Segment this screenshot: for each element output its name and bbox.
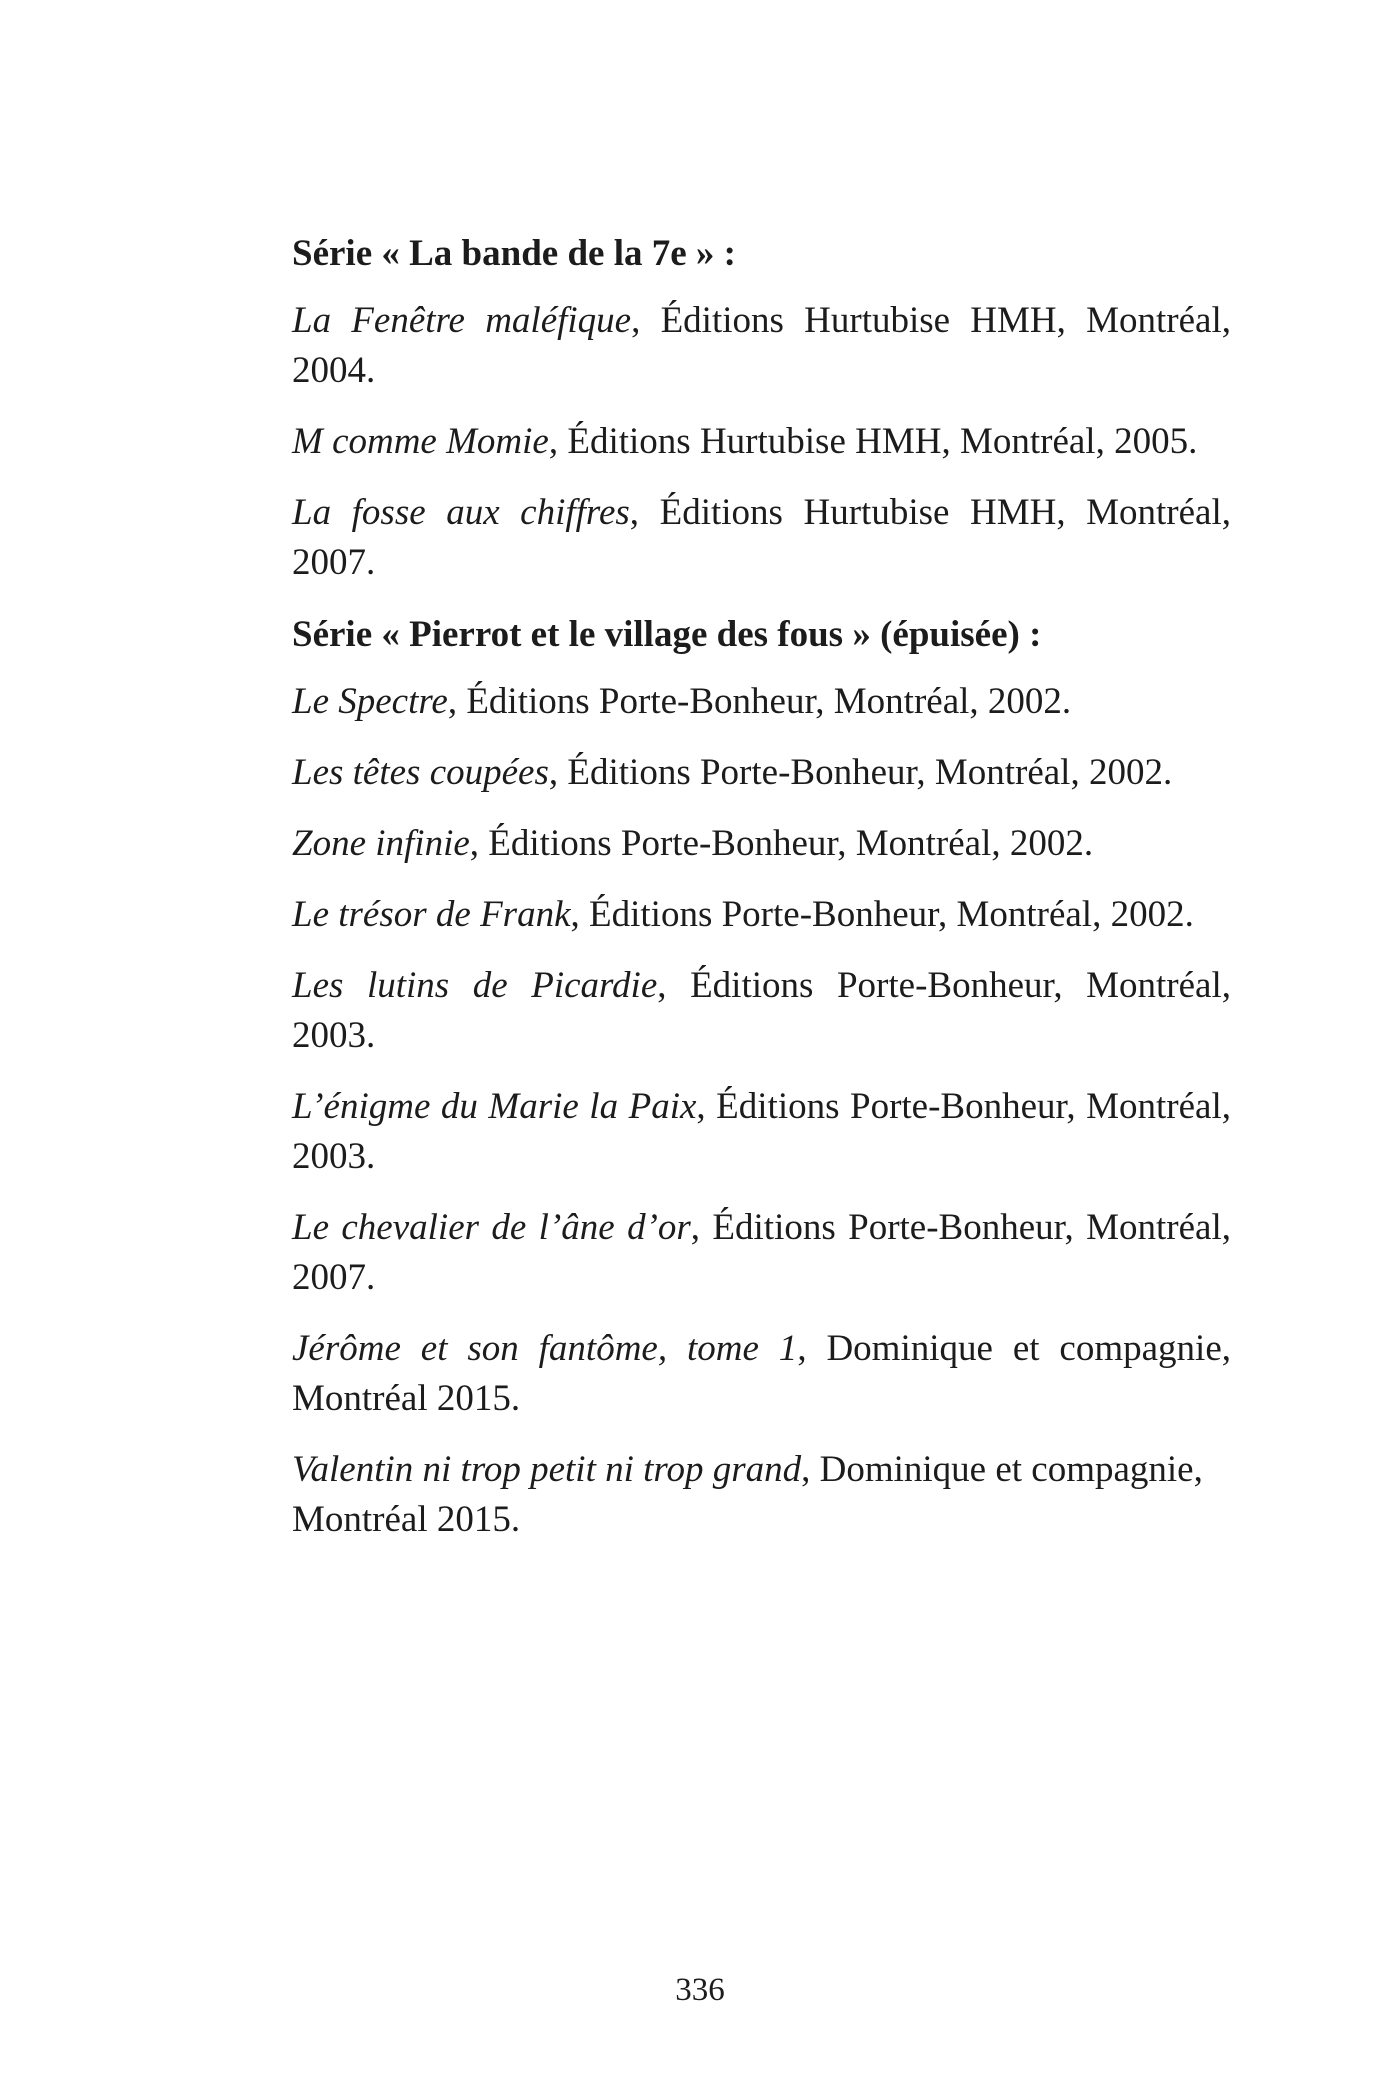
book-title: Zone infinie <box>292 823 470 864</box>
bibliography-list <box>292 228 1231 1566</box>
bibliography-entry <box>292 819 1231 869</box>
book-title: Le chevalier de l’âne d’or <box>292 1207 691 1248</box>
publication-details: , Éditions Hurtubise HMH, Montréal, 2007. <box>292 492 1232 583</box>
bibliography-entry <box>292 748 1231 798</box>
publication-details: , Dominique et compagnie, Montréal 2015. <box>292 1328 1231 1419</box>
publication-details: , Éditions Porte-Bonheur, Montréal, 2002. <box>548 752 1173 793</box>
book-title: Jérôme et son fantôme, tome 1 <box>292 1328 798 1369</box>
series-heading-bande-7e: Série « La bande de la 7e » : <box>292 233 736 274</box>
bibliography-entry <box>292 1324 1231 1424</box>
publication-details: , Éditions Porte-Bonheur, Montréal, 2003. <box>292 1086 1231 1177</box>
book-title: L’énigme du Marie la Paix <box>292 1086 697 1127</box>
publication-details: , Éditions Porte-Bonheur, Montréal, 2002. <box>570 894 1194 935</box>
book-title: La fosse aux chiffres <box>292 492 630 533</box>
book-title: La Fenêtre maléfique <box>292 300 632 341</box>
page-number: 336 <box>675 1972 725 2008</box>
bibliography-entry <box>292 677 1231 727</box>
series-heading-pierrot: Série « Pierrot et le village des fous » (épuisée) : <box>292 614 1042 655</box>
publication-details: , Éditions Porte-Bonheur, Montréal, 2003. <box>292 965 1232 1056</box>
book-title: Valentin ni trop petit ni trop grand <box>292 1449 802 1490</box>
book-title: Le trésor de Frank <box>292 894 571 935</box>
bibliography-entry <box>292 488 1231 588</box>
publication-details: , Éditions Hurtubise HMH, Montréal, 2005. <box>548 421 1198 462</box>
bibliography-entry <box>292 890 1231 940</box>
publication-details: , Dominique et compagnie, Montréal 2015. <box>292 1449 1203 1540</box>
bibliography-entry <box>292 961 1231 1061</box>
publication-details: , Éditions Porte-Bonheur, Montréal, 2002. <box>447 681 1072 722</box>
bibliography-entry <box>292 296 1231 396</box>
publication-details: , Éditions Porte-Bonheur, Montréal, 2002. <box>469 823 1094 864</box>
bibliography-entry <box>292 1203 1231 1303</box>
bibliography-entry <box>292 1082 1231 1182</box>
publication-details: , Éditions Porte-Bonheur, Montréal, 2007. <box>292 1207 1231 1298</box>
book-title: M comme Momie <box>292 421 549 462</box>
bibliography-entry <box>292 417 1231 467</box>
book-title: Le Spectre <box>292 681 448 722</box>
publication-details: , Éditions Hurtubise HMH, Montréal, 2004. <box>292 300 1231 391</box>
book-title: Les lutins de Picardie <box>292 965 658 1006</box>
bibliography-entry <box>292 1445 1231 1545</box>
book-title: Les têtes coupées <box>292 752 549 793</box>
